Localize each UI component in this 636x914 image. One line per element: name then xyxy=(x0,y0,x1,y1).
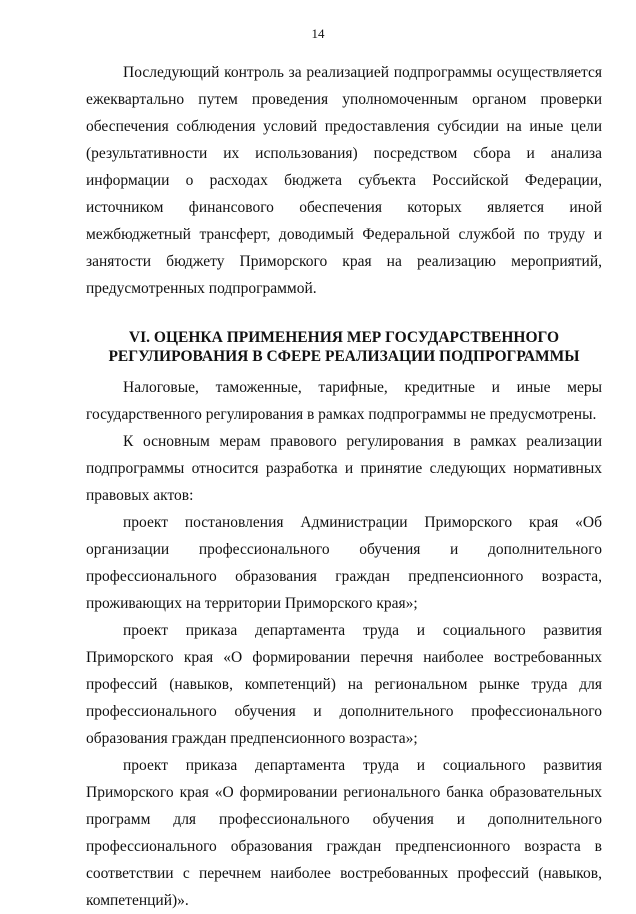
list-item-draft-resolution: проект постановления Администрации Приморского края «Об организации профессионального обучения и дополнительного профессионального образования граждан предпенсионного возраста, проживающих на территории Приморского края»; xyxy=(86,514,602,612)
document-body xyxy=(86,59,602,914)
paragraph-legal-acts-intro: К основным мерам правового регулирования в рамках реализации подпрограммы относится разработка и принятие следующих нормативных правовых актов: xyxy=(86,433,602,504)
section-heading-line-2: РЕГУЛИРОВАНИЯ В СФЕРЕ РЕАЛИЗАЦИИ ПОДПРОГРАММЫ xyxy=(108,348,580,365)
section-heading-line-1: VI. ОЦЕНКА ПРИМЕНЕНИЯ МЕР ГОСУДАРСТВЕННОГО xyxy=(128,329,560,346)
paragraph-control: Последующий контроль за реализацией подпрограммы осуществляется ежеквартально путем проведения уполномоченным органом проверки обеспечения соблюдения условий предоставления субсидии на иные цели (результативности их использования) посредством сбора и анализа информации о расходах бюджета субъекта Российской Федерации, источником финансового обеспечения которых является иной межбюджетный трансферт, доводимый Федеральной службой по труду и занятости бюджету Приморского края на реализацию мероприятий, предусмотренных подпрограммой. xyxy=(86,64,602,297)
section-heading xyxy=(86,328,602,366)
paragraph-no-measures: Налоговые, таможенные, тарифные, кредитные и иные меры государственного регулирования в рамках подпрограммы не предусмотрены. xyxy=(86,379,602,423)
list-item-draft-order-professions: проект приказа департамента труда и социального развития Приморского края «О формировании перечня наиболее востребованных профессий (навыков, компетенций) на региональном рынке труда для профессионального обучения и дополнительного профессионального образования граждан предпенсионного возраста»; xyxy=(86,622,602,747)
list-item-draft-order-programs-bank: проект приказа департамента труда и социального развития Приморского края «О формировании регионального банка образовательных программ для профессионального обучения и дополнительного профессионального образования граждан предпенсионного возраста в соответствии с перечнем наиболее востребованных профессий (навыков, компетенций)». xyxy=(86,757,602,909)
page-number: 14 xyxy=(311,26,325,41)
